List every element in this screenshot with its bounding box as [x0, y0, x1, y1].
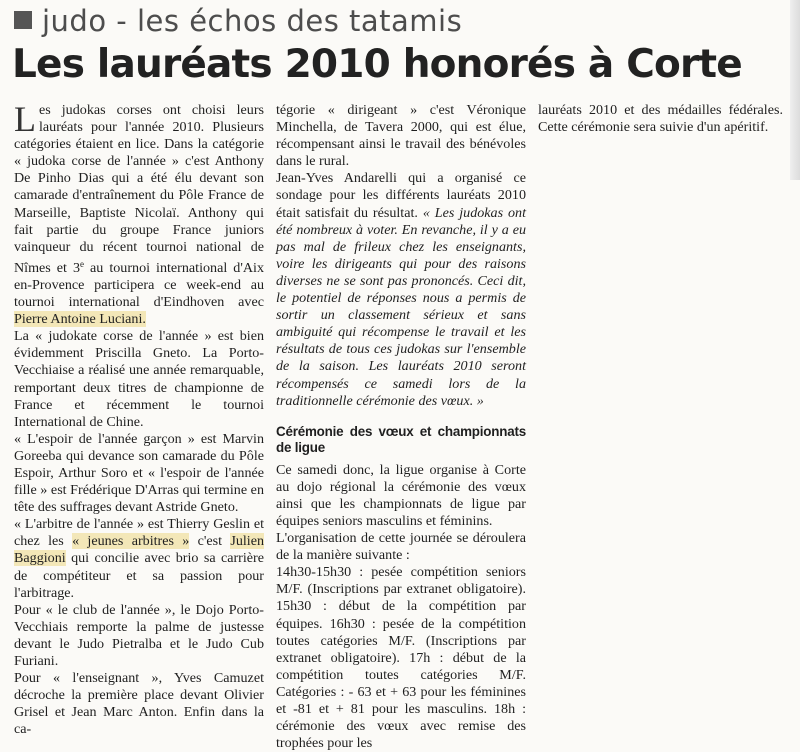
- paragraph-text: Jean-Yves Andarelli qui a organisé ce sondage pour les différents lauréats 2010 était satisfait du résultat.: [276, 170, 526, 221]
- superscript: e: [80, 258, 85, 269]
- section-subhead: Cérémonie des vœux et championnats de ligue: [276, 423, 526, 455]
- highlighted-name: Pierre Antoine Luciani.: [14, 311, 146, 328]
- paragraph: « L'espoir de l'année garçon » est Marvin Goreeba qui devance son camarade du Pôle Espoir, Arthur Soro et « l'espoir de l'année fille » est Frédérique D'Arras qui termine en tête des suffrages devant Astride Gneto.: [14, 430, 264, 516]
- bullet-square-icon: [14, 11, 32, 29]
- article-column-1: [14, 99, 265, 738]
- paragraph-text: qui concilie avec brio sa carrière de compétiteur et sa passion pour l'arbitrage.: [14, 550, 264, 601]
- paragraph: 14h30-15h30 : pesée compétition seniors M/F. (Inscriptions par extranet obligatoire). 15h30 : début de la compétition par équipes. 16h30 : pesée de la compétition toutes catégories M/F. (Inscriptions par extranet obligatoire). 17h : début de la compétition toutes catégories M/F. Catégories : - 63 et + 63 pour les féminines et -81 et + 81 pour les masculins. 18h : cérémonie des vœux avec remise des trophées pour les: [276, 564, 526, 752]
- article-column-2: [276, 102, 526, 752]
- highlighted-text: « jeunes arbitres »: [72, 533, 190, 550]
- paragraph: Ce samedi donc, la ligue organise à Corte au dojo régional la cérémonie des vœux ainsi que les championnats de ligue par équipes seniors masculins et féminins.: [276, 461, 526, 529]
- paragraph: [14, 516, 264, 601]
- paragraph: [14, 99, 265, 328]
- paragraph: La « judokate corse de l'année » est bien évidemment Priscilla Gneto. La Porto-Vecchiaise a réalisé une année remarquable, remportant deux titres de championne de France et récemment le tournoi International de Chine.: [14, 328, 264, 430]
- paragraph: [276, 170, 526, 409]
- paragraph: L'organisation de cette journée se déroulera de la manière suivante :: [276, 530, 526, 564]
- paragraph: Pour « l'enseignant », Yves Camuzet décroche la première place devant Olivier Grisel et Jean Marc Anton. Enfin dans la ca-: [14, 670, 264, 738]
- quote-text: « Les judokas ont été nombreux à voter. En revanche, il y a eu pas mal de frileux chez les enseignants, voire les dirigeants qui pour des raisons diverses ne se sont pas prononcés. Ceci dit, le potentiel de réponses nous a permis de sortir un classement sérieux et sans ambiguité qui récompense le travail et les résultats de tous ces judokas sur l'ensemble de la saison. Les lauréats 2010 seront récompensés ce samedi lors de la traditionnelle cérémonie des vœux. »: [276, 204, 526, 409]
- paragraph: Pour « le club de l'année », le Dojo Porto-Vecchiais remporte la palme de justesse devant le Judo Pietralba et le Judo Cub Furiani.: [14, 601, 264, 669]
- highlighted-name: Julien Baggioni: [14, 533, 264, 567]
- paragraph-text: « L'arbitre de l'année » est Thierry Geslin et chez les: [14, 516, 264, 550]
- adjacent-page-edge: [790, 0, 800, 180]
- article-column-3: [538, 102, 783, 136]
- paragraph-text: es judokas corses ont choisi leurs lauréats pour l'année 2010. Plusieurs catégories étaient en lice. Dans la catégorie « judoka corse de l'année » c'est Anthony De Pinho Dias qui a été élu devant son camarade d'entraînement du Pôle France de Marseille, Baptiste Nicolaï. Anthony qui fait partie du groupe France juniors vainqueur du récent tournoi national de Nîmes et 3: [14, 102, 264, 276]
- section-kicker: [14, 4, 462, 38]
- paragraph-text: au tournoi international d'Aix en-Provence participera ce week-end au tournoi international d'Eindhoven avec: [14, 259, 265, 311]
- paragraph-text: c'est: [189, 533, 231, 550]
- paragraph: tégorie « dirigeant » c'est Véronique Minchella, de Tavera 2000, qui est élue, récompensant ainsi le travail des bénévoles dans le rural.: [276, 102, 526, 170]
- paragraph: lauréats 2010 et des médailles fédérales. Cette cérémonie sera suivie d'un apéritif.: [538, 102, 783, 136]
- drop-cap: L: [14, 99, 36, 139]
- article-headline: Les lauréats 2010 honorés à Corte: [12, 42, 742, 87]
- kicker-text: judo - les échos des tatamis: [42, 4, 463, 38]
